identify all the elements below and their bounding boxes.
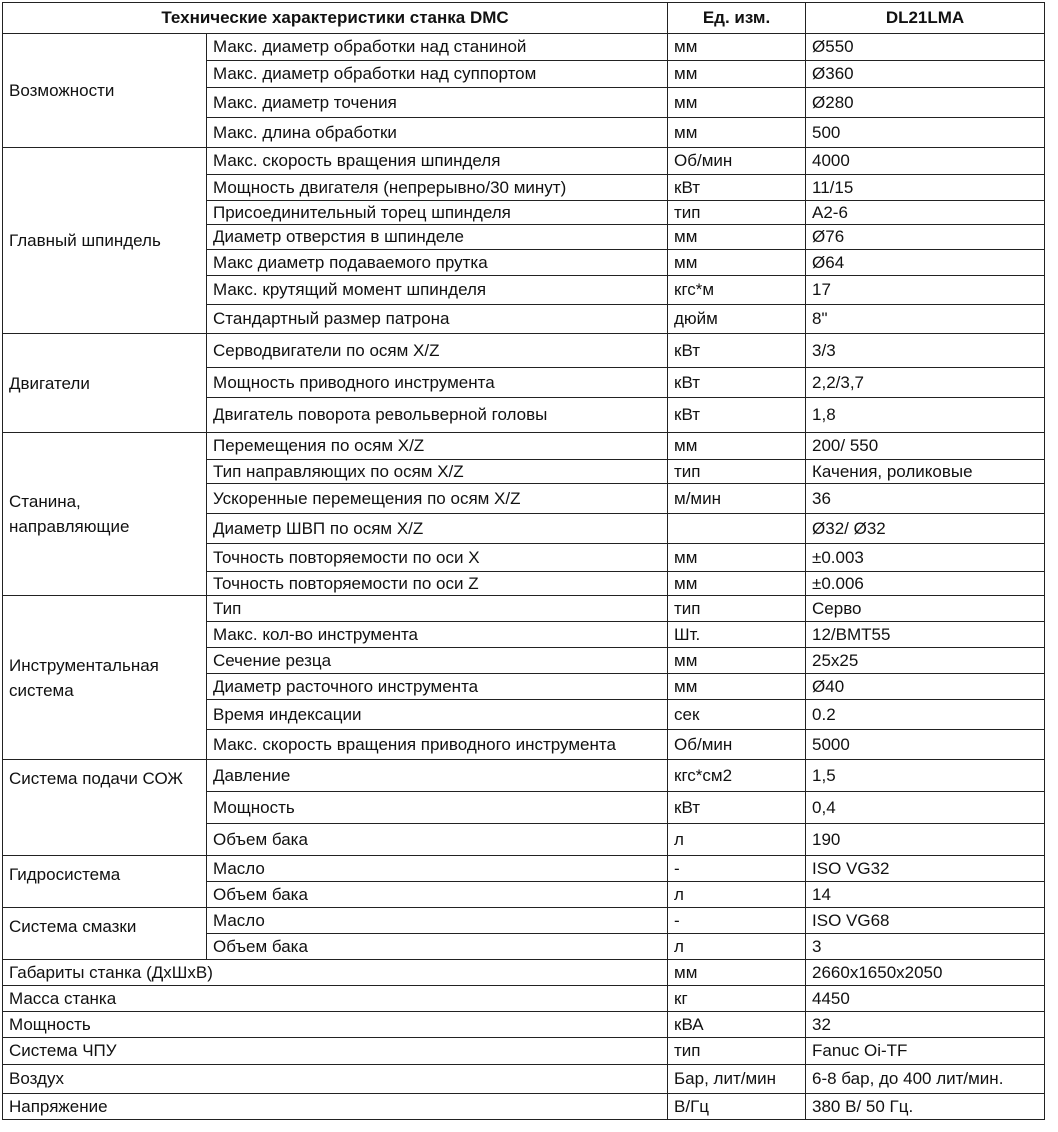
group-coolant: Система подачи СОЖ [3,760,207,856]
param-cell: Серводвигатели по осям X/Z [207,334,668,368]
value-cell: Качения, роликовые [806,460,1045,484]
unit-cell: мм [668,544,806,572]
value-cell: ISO VG68 [806,908,1045,934]
unit-cell: мм [668,648,806,674]
spec-body [3,34,1045,1120]
param-cell: Точность повторяемости по оси X [207,544,668,572]
unit-cell: - [668,856,806,882]
value-cell: 1,5 [806,760,1045,792]
value-cell: Ø360 [806,61,1045,88]
param-cell: Объем бака [207,882,668,908]
param-cell: Макс. диаметр обработки над суппортом [207,61,668,88]
group-tooling-line1: Инструментальная [9,655,159,675]
value-cell: 6-8 бар, до 400 лит/мин. [806,1065,1045,1094]
unit-cell: Шт. [668,622,806,648]
value-cell: А2-6 [806,201,1045,225]
param-cell: Макс. скорость вращения шпинделя [207,148,668,175]
unit-cell: Об/мин [668,148,806,175]
param-cell: Мощность [207,792,668,824]
unit-cell: кВА [668,1012,806,1038]
table-row [3,908,1045,934]
unit-cell: мм [668,674,806,700]
unit-cell: кгс*см2 [668,760,806,792]
value-cell: 14 [806,882,1045,908]
value-cell: 36 [806,484,1045,514]
header-title: Технические характеристики станка DMC [3,3,668,34]
table-row [3,1065,1045,1094]
param-cell: Мощность приводного инструмента [207,368,668,398]
value-cell: ±0.003 [806,544,1045,572]
unit-cell: кВт [668,175,806,201]
table-row [3,334,1045,368]
value-cell: 380 В/ 50 Гц. [806,1094,1045,1120]
param-cell: Макс. диаметр обработки над станиной [207,34,668,61]
unit-cell: мм [668,572,806,596]
param-cell: Тип направляющих по осям X/Z [207,460,668,484]
value-cell: Ø40 [806,674,1045,700]
param-cell: Стандартный размер патрона [207,305,668,334]
table-row [3,856,1045,882]
value-cell: Ø550 [806,34,1045,61]
param-cell: Макс диаметр подаваемого прутка [207,250,668,276]
param-cell: Макс. крутящий момент шпинделя [207,276,668,305]
unit-cell: кВт [668,792,806,824]
param-cell: Мощность [3,1012,668,1038]
unit-cell: тип [668,460,806,484]
value-cell: 4000 [806,148,1045,175]
unit-cell: В/Гц [668,1094,806,1120]
unit-cell: мм [668,34,806,61]
param-cell: Присоединительный торец шпинделя [207,201,668,225]
param-cell: Макс. длина обработки [207,118,668,148]
unit-cell: сек [668,700,806,730]
value-cell: 25x25 [806,648,1045,674]
unit-cell: кВт [668,334,806,368]
value-cell: Fanuc Oi-TF [806,1038,1045,1065]
unit-cell: л [668,934,806,960]
param-cell: Сечение резца [207,648,668,674]
value-cell: 3/3 [806,334,1045,368]
param-cell: Тип [207,596,668,622]
value-cell: Ø64 [806,250,1045,276]
group-bed [3,433,207,596]
unit-cell: мм [668,118,806,148]
unit-cell: Об/мин [668,730,806,760]
table-row [3,148,1045,175]
param-cell: Точность повторяемости по оси Z [207,572,668,596]
group-lubrication: Система смазки [3,908,207,960]
group-hydraulic: Гидросистема [3,856,207,908]
param-cell: Масло [207,908,668,934]
unit-cell: - [668,908,806,934]
unit-cell: мм [668,88,806,118]
spec-table [2,2,1045,1120]
param-cell: Перемещения по осям X/Z [207,433,668,460]
value-cell: ±0.006 [806,572,1045,596]
group-capabilities: Возможности [3,34,207,148]
param-cell: Масса станка [3,986,668,1012]
unit-cell: кгс*м [668,276,806,305]
param-cell: Воздух [3,1065,668,1094]
value-cell: 2,2/3,7 [806,368,1045,398]
unit-cell: мм [668,61,806,88]
value-cell: 200/ 550 [806,433,1045,460]
group-spindle: Главный шпиндель [3,148,207,334]
unit-cell: мм [668,225,806,250]
table-row [3,596,1045,622]
group-bed-line2: направляющие [9,517,130,536]
table-row [3,960,1045,986]
unit-cell [668,514,806,544]
value-cell: Ø76 [806,225,1045,250]
unit-cell: тип [668,596,806,622]
param-cell: Масло [207,856,668,882]
param-cell: Габариты станка (ДхШхВ) [3,960,668,986]
param-cell: Мощность двигателя (непрерывно/30 минут) [207,175,668,201]
group-tooling [3,596,207,760]
value-cell: Серво [806,596,1045,622]
table-header-row [3,3,1045,34]
value-cell: 2660x1650x2050 [806,960,1045,986]
unit-cell: кВт [668,398,806,433]
unit-cell: кг [668,986,806,1012]
unit-cell: тип [668,201,806,225]
unit-cell: мм [668,960,806,986]
header-unit: Ед. изм. [668,3,806,34]
unit-cell: Бар, лит/мин [668,1065,806,1094]
unit-cell: м/мин [668,484,806,514]
table-row [3,1012,1045,1038]
group-bed-line1: Станина, [9,492,81,511]
unit-cell: тип [668,1038,806,1065]
value-cell: 11/15 [806,175,1045,201]
table-row [3,34,1045,61]
table-row [3,1094,1045,1120]
param-cell: Диаметр ШВП по осям X/Z [207,514,668,544]
param-cell: Ускоренные перемещения по осям X/Z [207,484,668,514]
unit-cell: кВт [668,368,806,398]
param-cell: Объем бака [207,824,668,856]
param-cell: Диаметр отверстия в шпинделе [207,225,668,250]
value-cell: 1,8 [806,398,1045,433]
param-cell: Двигатель поворота револьверной головы [207,398,668,433]
unit-cell: л [668,882,806,908]
table-row [3,433,1045,460]
value-cell: ISO VG32 [806,856,1045,882]
header-model: DL21LMA [806,3,1045,34]
value-cell: 8" [806,305,1045,334]
param-cell: Макс. скорость вращения приводного инструмента [207,730,668,760]
value-cell: 5000 [806,730,1045,760]
value-cell: 190 [806,824,1045,856]
value-cell: 500 [806,118,1045,148]
group-tooling-line2: система [9,680,74,700]
value-cell: 0,4 [806,792,1045,824]
value-cell: 0.2 [806,700,1045,730]
param-cell: Диаметр расточного инструмента [207,674,668,700]
group-motors: Двигатели [3,334,207,433]
table-row [3,1038,1045,1065]
param-cell: Макс. диаметр точения [207,88,668,118]
param-cell: Время индексации [207,700,668,730]
unit-cell: дюйм [668,305,806,334]
param-cell: Напряжение [3,1094,668,1120]
param-cell: Система ЧПУ [3,1038,668,1065]
unit-cell: мм [668,250,806,276]
param-cell: Объем бака [207,934,668,960]
unit-cell: мм [668,433,806,460]
value-cell: Ø280 [806,88,1045,118]
value-cell: 12/BMT55 [806,622,1045,648]
table-row [3,986,1045,1012]
table-row [3,760,1045,792]
value-cell: 32 [806,1012,1045,1038]
value-cell: 17 [806,276,1045,305]
param-cell: Давление [207,760,668,792]
param-cell: Макс. кол-во инструмента [207,622,668,648]
value-cell: Ø32/ Ø32 [806,514,1045,544]
value-cell: 4450 [806,986,1045,1012]
unit-cell: л [668,824,806,856]
value-cell: 3 [806,934,1045,960]
